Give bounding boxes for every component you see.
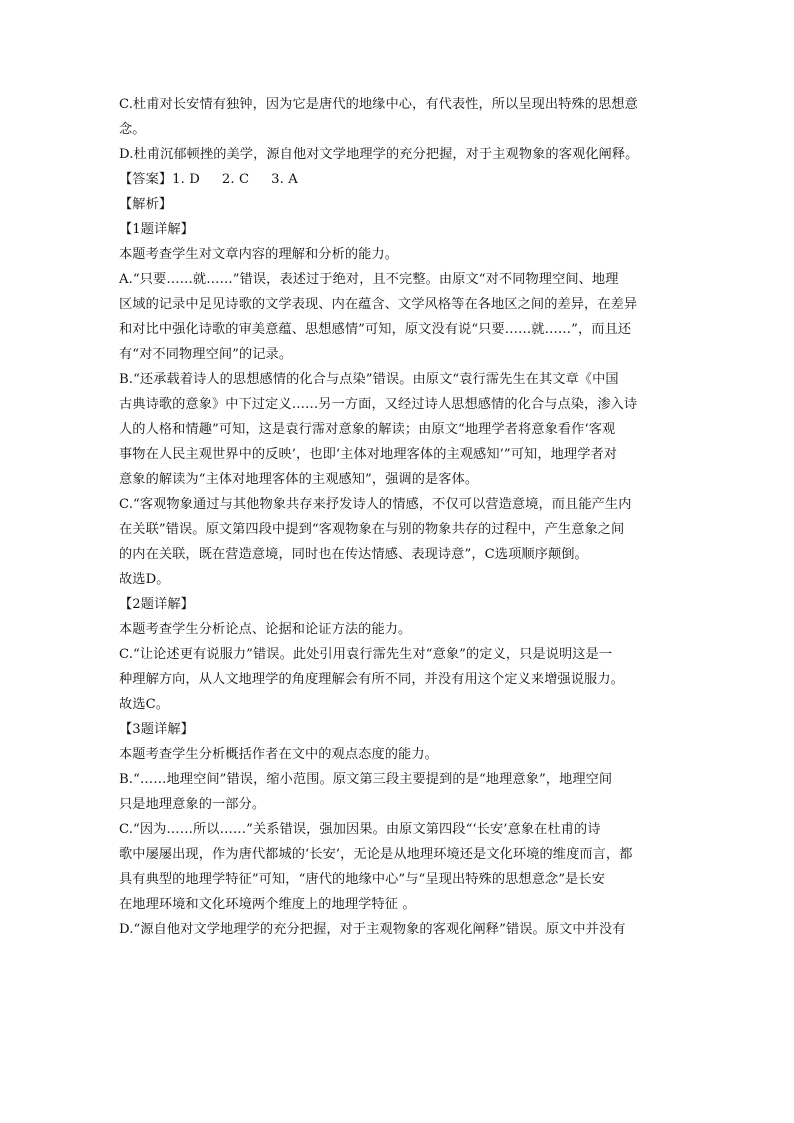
text-line: D.“源自他对文学地理学的充分把握，对于主观物象的客观化阐释”错误。原文中并没有 [119,922,626,937]
answer-label: 【答案】 [119,172,173,187]
answer-3: 3. A [271,172,298,187]
section-heading: 【3题详解】 [119,722,194,737]
text-line: 本题考查学生分析论点、论据和论证方法的能力。 [119,622,412,637]
text-line: 故选C。 [119,697,170,712]
text-line: 古典诗歌的意象》中下过定义……另一方面，又经过诗人思想感情的化合与点染，渗入诗 [119,397,638,412]
text-line: C.“让论述更有说服力”错误。此处引用袁行霈先生对“意象”的定义，只是说明这是一 [119,647,613,662]
text-line: 和对比中强化诗歌的审美意蕴、思想感情”可知，原文没有说“只要……就……”，而且还 [119,322,632,337]
text-line: C.杜甫对长安情有独钟，因为它是唐代的地缘中心，有代表性，所以呈现出特殊的思想意 [119,97,638,112]
text-line: 事物在人民主观世界中的反映’，也即‘主体对地理客体的主观感知’”可知，地理学者对 [119,447,618,462]
text-line: 故选D。 [119,572,170,587]
text-line: 有“对不同物理空间”的记录。 [119,347,293,362]
document-page [119,92,679,942]
text-line: A.“只要……就……”错误，表述过于绝对，且不完整。由原文“对不同物理空间、地理 [119,272,619,287]
text-line: C.“客观物象通过与其他物象共存来抒发诗人的情感，不仅可以营造意境，而且能产生内 [119,497,632,512]
text-line: 的内在关联，既在营造意境，同时也在传达情感、表现诗意”，C选项顺序颠倒。 [119,547,588,562]
text-line: 具有典型的地理学特征”可知，“唐代的地缘中心”与“呈现出特殊的思想意念”是长安 [119,872,605,887]
section-heading: 【1题详解】 [119,222,194,237]
text-line: 本题考查学生对文章内容的理解和分析的能力。 [119,247,399,262]
text-line: 意象的解读为“主体对地理客体的主观感知”，强调的是客体。 [119,472,479,487]
section-heading: 【2题详解】 [119,597,194,612]
text-line: C.“因为……所以……”关系错误，强加因果。由原文第四段“‘长安’意象在杜甫的诗 [119,822,601,837]
answer-1: 1. D [172,172,200,187]
answer-2: 2. C [221,172,250,187]
text-line: 人的人格和情趣”可知，这是袁行霈对意象的解读；由原文“地理学者将意象看作‘客观 [119,422,616,437]
text-line: D.杜甫沉郁顿挫的美学，源自他对文学地理学的充分把握，对于主观物象的客观化阐释。 [119,147,639,162]
text-line: 歌中屡屡出现，作为唐代都城的‘长安’，无论是从地理环境还是文化环境的维度而言，都 [119,847,633,862]
text-line: 本题考查学生分析概括作者在文中的观点态度的能力。 [119,747,438,762]
text-line: B.“……地理空间”错误，缩小范围。原文第三段主要提到的是“地理意象”，地理空间 [119,772,613,787]
text-line: 区域的记录中足见诗歌的文学表现、内在蕴含、文学风格等在各地区之间的差异，在差异 [119,297,638,312]
text-line: B.“还承载着诗人的思想感情的化合与点染”错误。由原文“袁行霈先生在其文章《中国 [119,372,619,387]
section-heading: 【解析】 [119,197,173,212]
text-line: 在地理环境和文化环境两个维度上的地理学特征 。 [119,897,416,912]
answer-line [119,167,679,192]
text-line: 种理解方向，从人文地理学的角度理解会有所不同，并没有用这个定义来增强说服力。 [119,672,624,687]
text-line: 念。 [119,122,146,137]
text-line: 在关联”错误。原文第四段中提到“客观物象在与别的物象共存的过程中，产生意象之间 [119,522,625,537]
text-line: 只是地理意象的一部分。 [119,797,266,812]
